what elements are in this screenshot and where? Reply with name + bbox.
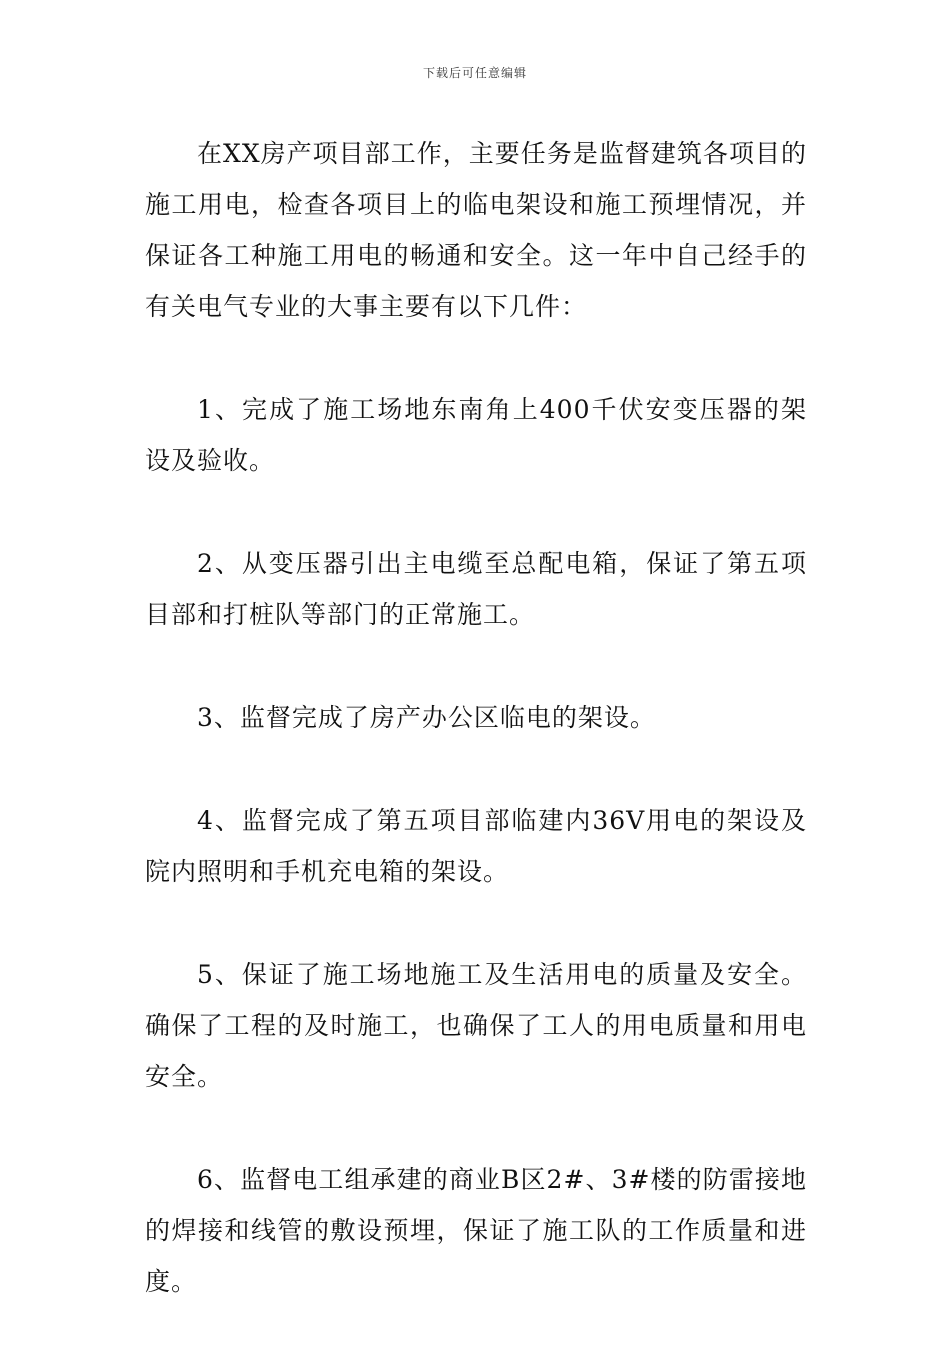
paragraph-item-3: 3、监督完成了房产办公区临电的架设。 [197, 703, 656, 732]
paragraph-item-2: 2、从变压器引出主电缆至总配电箱，保证了第五项目部和打桩队等部门的正常施工。 [145, 549, 807, 629]
paragraph-item-1: 1、完成了施工场地东南角上400千伏安变压器的架设及验收。 [145, 395, 807, 475]
paragraph-item-4: 4、监督完成了第五项目部临建内36V用电的架设及院内照明和手机充电箱的架设。 [145, 806, 807, 886]
document-body [145, 128, 807, 1359]
paragraph-intro: 在XX房产项目部工作，主要任务是监督建筑各项目的施工用电，检查各项目上的临电架设和施工预埋情况，并保证各工种施工用电的畅通和安全。这一年中自己经手的有关电气专业的大事主要有以下几件： [145, 139, 807, 321]
header-note: 下载后可任意编辑 [422, 66, 527, 80]
paragraph-item-5: 5、保证了施工场地施工及生活用电的质量及安全。确保了工程的及时施工，也确保了工人的用电质量和用电安全。 [145, 960, 807, 1091]
paragraph-item-6: 6、监督电工组承建的商业B区2#、3#楼的防雷接地的焊接和线管的敷设预埋，保证了施工队的工作质量和进度。 [145, 1165, 807, 1296]
